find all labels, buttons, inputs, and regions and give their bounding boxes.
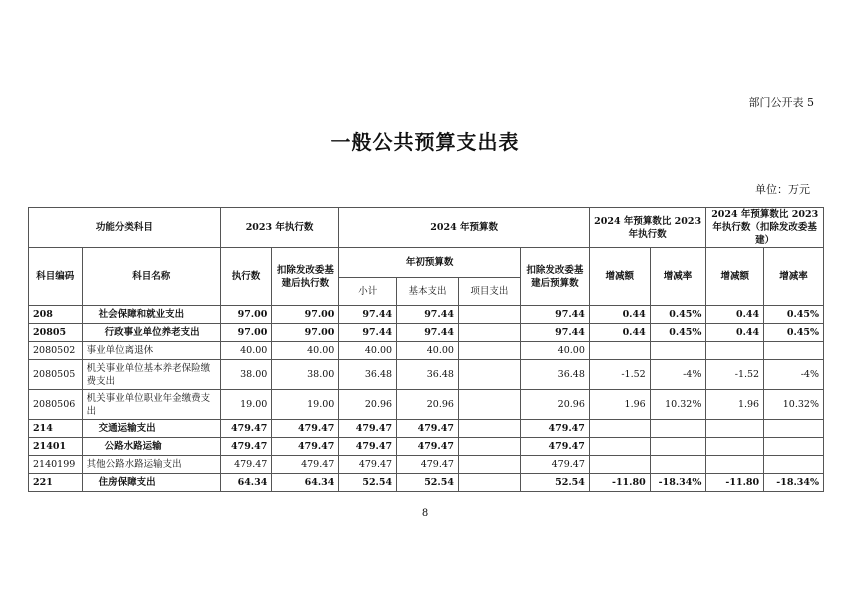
cell-code: 2140199 [29,456,83,474]
cell-name: 行政事业单位养老支出 [82,324,220,342]
cell-code: 214 [29,420,83,438]
cell-budget-excl: 40.00 [520,342,589,360]
header-func-class: 功能分类科目 [29,208,221,248]
cell-name: 社会保障和就业支出 [82,306,220,324]
cell-inc-rate2 [764,420,824,438]
cell-name: 其他公路水路运输支出 [82,456,220,474]
cell-inc-amt: -1.52 [589,360,650,390]
header-name: 科目名称 [82,248,220,306]
table-row [29,342,824,360]
cell-exec: 19.00 [220,390,272,420]
cell-exec-excl: 479.47 [272,456,339,474]
cell-subtotal: 36.48 [339,360,397,390]
header-subtotal: 小计 [339,278,397,306]
cell-budget-excl: 479.47 [520,456,589,474]
cell-project [458,420,520,438]
cell-budget-excl: 52.54 [520,474,589,492]
cell-exec-excl: 64.34 [272,474,339,492]
cell-inc-amt2 [706,342,764,360]
cell-name: 公路水路运输 [82,438,220,456]
cell-project [458,456,520,474]
cell-exec: 97.00 [220,306,272,324]
table-body [29,306,824,492]
cell-inc-rate [650,456,706,474]
cell-exec-excl: 97.00 [272,306,339,324]
cell-basic: 40.00 [397,342,459,360]
cell-inc-amt: 0.44 [589,306,650,324]
table-row [29,390,824,420]
cell-inc-amt2: 0.44 [706,306,764,324]
cell-inc-rate: -4% [650,360,706,390]
cell-budget-excl: 36.48 [520,360,589,390]
cell-budget-excl: 97.44 [520,324,589,342]
cell-basic: 97.44 [397,306,459,324]
cell-code: 2080506 [29,390,83,420]
cell-basic: 97.44 [397,324,459,342]
cell-subtotal: 40.00 [339,342,397,360]
cell-name: 交通运输支出 [82,420,220,438]
cell-name: 事业单位离退休 [82,342,220,360]
header-code: 科目编码 [29,248,83,306]
cell-name: 机关事业单位基本养老保险缴费支出 [82,360,220,390]
cell-inc-rate2: -18.34% [764,474,824,492]
table-row [29,438,824,456]
cell-code: 221 [29,474,83,492]
cell-inc-amt2 [706,420,764,438]
cell-basic: 479.47 [397,456,459,474]
cell-project [458,342,520,360]
cell-project [458,474,520,492]
cell-subtotal: 479.47 [339,456,397,474]
header-basic: 基本支出 [397,278,459,306]
cell-inc-rate2 [764,456,824,474]
cell-inc-rate: 10.32% [650,390,706,420]
cell-exec-excl: 97.00 [272,324,339,342]
cell-exec: 40.00 [220,342,272,360]
page-number: 8 [421,508,429,519]
cell-basic: 479.47 [397,438,459,456]
cell-inc-amt2: 1.96 [706,390,764,420]
unit-label: 单位：万元 [755,183,810,196]
cell-inc-rate2 [764,438,824,456]
cell-project [458,306,520,324]
cell-inc-rate2: 0.45% [764,324,824,342]
cell-basic: 479.47 [397,420,459,438]
table-row [29,324,824,342]
cell-inc-amt2: -11.80 [706,474,764,492]
cell-subtotal: 479.47 [339,420,397,438]
table-row [29,456,824,474]
cell-exec-excl: 479.47 [272,438,339,456]
cell-inc-rate2: 0.45% [764,306,824,324]
page-title: 一般公共预算支出表 [330,130,520,154]
header-exec-2023: 2023 年执行数 [220,208,339,248]
header-budget-2024: 2024 年预算数 [339,208,590,248]
cell-exec-excl: 40.00 [272,342,339,360]
cell-inc-rate: 0.45% [650,324,706,342]
cell-name: 住房保障支出 [82,474,220,492]
header-inc-amt-2: 增减额 [706,248,764,306]
table-row [29,360,824,390]
cell-exec-excl: 479.47 [272,420,339,438]
cell-project [458,390,520,420]
table-row [29,306,824,324]
cell-subtotal: 20.96 [339,390,397,420]
cell-code: 208 [29,306,83,324]
cell-inc-amt [589,420,650,438]
cell-exec: 38.00 [220,360,272,390]
cell-subtotal: 52.54 [339,474,397,492]
cell-exec-excl: 38.00 [272,360,339,390]
cell-inc-amt2: 0.44 [706,324,764,342]
cell-exec-excl: 19.00 [272,390,339,420]
table-row [29,474,824,492]
cell-inc-amt [589,438,650,456]
cell-exec: 479.47 [220,438,272,456]
cell-code: 2080502 [29,342,83,360]
header-exec-excl: 扣除发改委基建后执行数 [272,248,339,306]
cell-inc-rate [650,438,706,456]
cell-budget-excl: 20.96 [520,390,589,420]
cell-inc-rate: -18.34% [650,474,706,492]
cell-inc-amt: 0.44 [589,324,650,342]
cell-inc-amt [589,456,650,474]
cell-project [458,324,520,342]
cell-inc-rate [650,342,706,360]
cell-basic: 52.54 [397,474,459,492]
cell-code: 20805 [29,324,83,342]
header-project: 项目支出 [458,278,520,306]
cell-inc-rate2: 10.32% [764,390,824,420]
cell-inc-amt2 [706,456,764,474]
cell-subtotal: 479.47 [339,438,397,456]
cell-subtotal: 97.44 [339,306,397,324]
cell-exec: 97.00 [220,324,272,342]
cell-project [458,438,520,456]
cell-exec: 479.47 [220,420,272,438]
table-row [29,420,824,438]
cell-inc-amt: 1.96 [589,390,650,420]
cell-basic: 36.48 [397,360,459,390]
cell-inc-rate [650,420,706,438]
cell-exec: 64.34 [220,474,272,492]
header-inc-rate: 增减率 [650,248,706,306]
cell-inc-amt [589,342,650,360]
cell-budget-excl: 479.47 [520,438,589,456]
cell-budget-excl: 479.47 [520,420,589,438]
cell-code: 21401 [29,438,83,456]
cell-name: 机关事业单位职业年金缴费支出 [82,390,220,420]
cell-inc-rate: 0.45% [650,306,706,324]
cell-inc-amt: -11.80 [589,474,650,492]
cell-inc-amt2: -1.52 [706,360,764,390]
header-compare-exec: 2024 年预算数比 2023 年执行数 [589,208,706,248]
cell-basic: 20.96 [397,390,459,420]
cell-exec: 479.47 [220,456,272,474]
cell-subtotal: 97.44 [339,324,397,342]
header-inc-rate-2: 增减率 [764,248,824,306]
header-exec: 执行数 [220,248,272,306]
cell-project [458,360,520,390]
budget-table [28,207,824,492]
header-inc-amt: 增减额 [589,248,650,306]
header-compare-excl: 2024 年预算数比 2023 年执行数（扣除发改委基建） [706,208,824,248]
cell-budget-excl: 97.44 [520,306,589,324]
cell-inc-amt2 [706,438,764,456]
cell-inc-rate2: -4% [764,360,824,390]
header-budget-excl: 扣除发改委基建后预算数 [520,248,589,306]
table-number-tag: 部门公开表 5 [748,96,814,109]
cell-inc-rate2 [764,342,824,360]
header-initial-budget: 年初预算数 [339,248,520,278]
cell-code: 2080505 [29,360,83,390]
